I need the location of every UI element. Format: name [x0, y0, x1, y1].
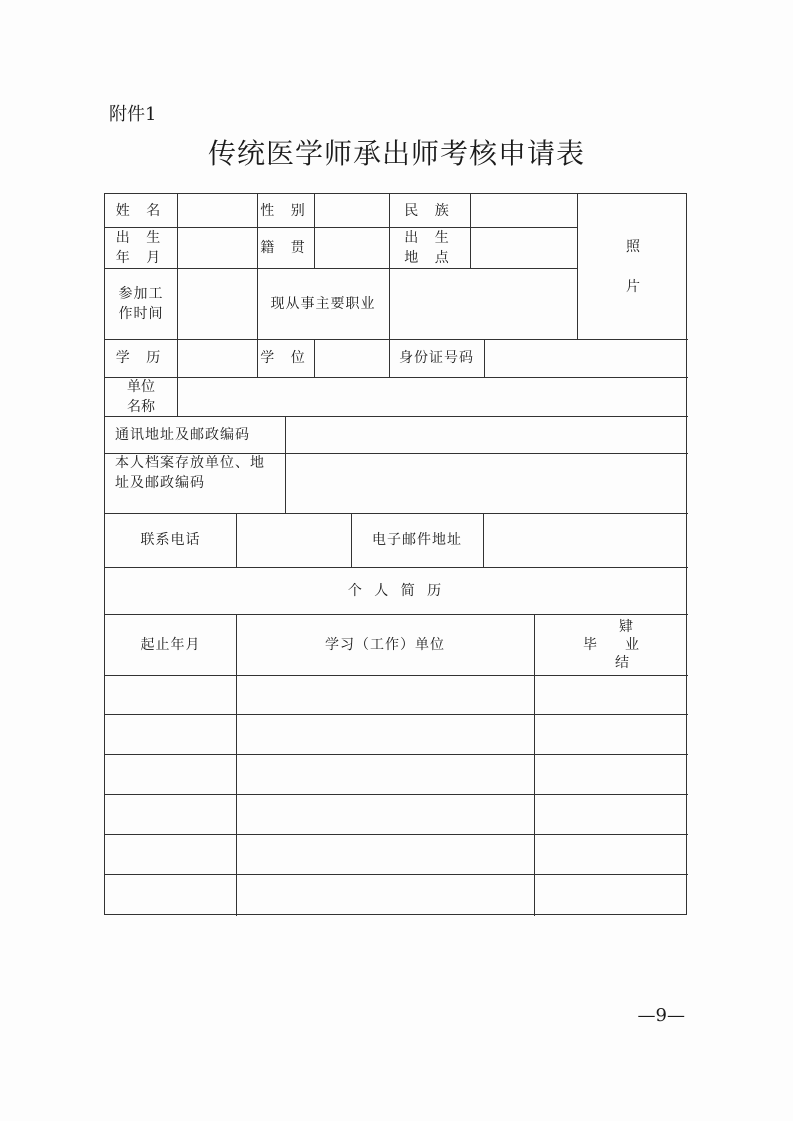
phone-field[interactable]	[237, 514, 351, 567]
col-period-header: 起止年月	[140, 636, 201, 653]
work-start-label	[105, 268, 177, 339]
occupation-field[interactable]	[390, 269, 577, 339]
email-field[interactable]	[484, 514, 688, 567]
phone-label: 联系电话	[140, 532, 201, 548]
education-field[interactable]	[178, 340, 256, 377]
birth-date-field[interactable]	[178, 228, 256, 268]
photo-label-1: 照	[626, 238, 640, 255]
birth-date-label-2: 年 月	[115, 249, 167, 266]
resume-unit-cell[interactable]	[237, 835, 534, 874]
resume-header: 个 人 简 历	[347, 582, 446, 599]
degree-label: 学 位	[260, 350, 311, 366]
resume-unit-cell[interactable]	[237, 676, 534, 714]
resume-period-cell[interactable]	[106, 715, 236, 754]
native-place-field[interactable]	[315, 228, 389, 268]
education-label: 学 历	[115, 350, 167, 366]
form-title: 传统医学师承出师考核申请表	[207, 137, 585, 170]
resume-period-cell[interactable]	[106, 755, 236, 794]
gender-label: 性 别	[260, 202, 311, 219]
col-unit-header: 学习（工作）单位	[325, 636, 445, 653]
archive-label-2: 址及邮政编码	[115, 475, 205, 491]
birth-place-field[interactable]	[471, 228, 577, 268]
work-start-field[interactable]	[178, 269, 256, 339]
resume-status-cell[interactable]	[535, 715, 687, 754]
archive-label-1: 本人档案存放单位、地	[115, 455, 265, 471]
birth-place-label-2: 地 点	[404, 249, 455, 266]
email-label: 电子邮件地址	[372, 532, 462, 548]
resume-status-cell[interactable]	[535, 755, 687, 794]
employer-field[interactable]	[178, 378, 688, 416]
birth-place-label-1: 出 生	[404, 229, 455, 246]
work-start-label-1: 参加工	[118, 285, 164, 302]
page-number: —9—	[637, 1005, 685, 1026]
resume-unit-cell[interactable]	[237, 755, 534, 794]
employer-label-2: 名称	[127, 398, 155, 415]
ethnicity-field[interactable]	[471, 195, 577, 227]
resume-period-cell[interactable]	[106, 875, 236, 914]
col-status-label-2: 毕 业	[583, 636, 639, 653]
photo-label-2: 片	[626, 278, 640, 295]
ethnicity-label: 民 族	[404, 202, 455, 219]
address-field[interactable]	[286, 417, 688, 453]
birth-date-label-1: 出 生	[115, 229, 167, 246]
resume-status-cell[interactable]	[535, 795, 687, 834]
degree-field[interactable]	[315, 340, 389, 377]
employer-label	[105, 377, 177, 416]
col-status-label-3: 结	[615, 654, 629, 671]
col-status-header	[534, 614, 688, 675]
resume-period-cell[interactable]	[106, 835, 236, 874]
attachment-label: 附件1	[109, 104, 157, 125]
col-status-label-1: 肄	[619, 618, 633, 635]
address-label: 通讯地址及邮政编码	[115, 426, 250, 443]
resume-period-cell[interactable]	[106, 676, 236, 714]
native-place-label: 籍 贯	[260, 239, 311, 256]
gender-field[interactable]	[315, 195, 389, 227]
work-start-label-2: 作时间	[118, 305, 164, 322]
resume-unit-cell[interactable]	[237, 715, 534, 754]
employer-label-1: 单位	[127, 378, 155, 395]
archive-field[interactable]	[286, 454, 688, 513]
occupation-label: 现从事主要职业	[270, 295, 376, 312]
id-number-field[interactable]	[485, 340, 688, 377]
photo-box[interactable]	[578, 194, 688, 339]
id-number-label: 身份证号码	[399, 350, 474, 366]
birth-date-label	[105, 227, 177, 268]
resume-unit-cell[interactable]	[237, 795, 534, 834]
name-label: 姓 名	[115, 202, 167, 219]
resume-status-cell[interactable]	[535, 875, 687, 914]
archive-label	[105, 453, 285, 513]
resume-status-cell[interactable]	[535, 676, 687, 714]
birth-place-label	[389, 227, 470, 268]
application-form-table	[104, 193, 687, 915]
resume-status-cell[interactable]	[535, 835, 687, 874]
resume-period-cell[interactable]	[106, 795, 236, 834]
name-field[interactable]	[178, 195, 256, 227]
resume-unit-cell[interactable]	[237, 875, 534, 914]
